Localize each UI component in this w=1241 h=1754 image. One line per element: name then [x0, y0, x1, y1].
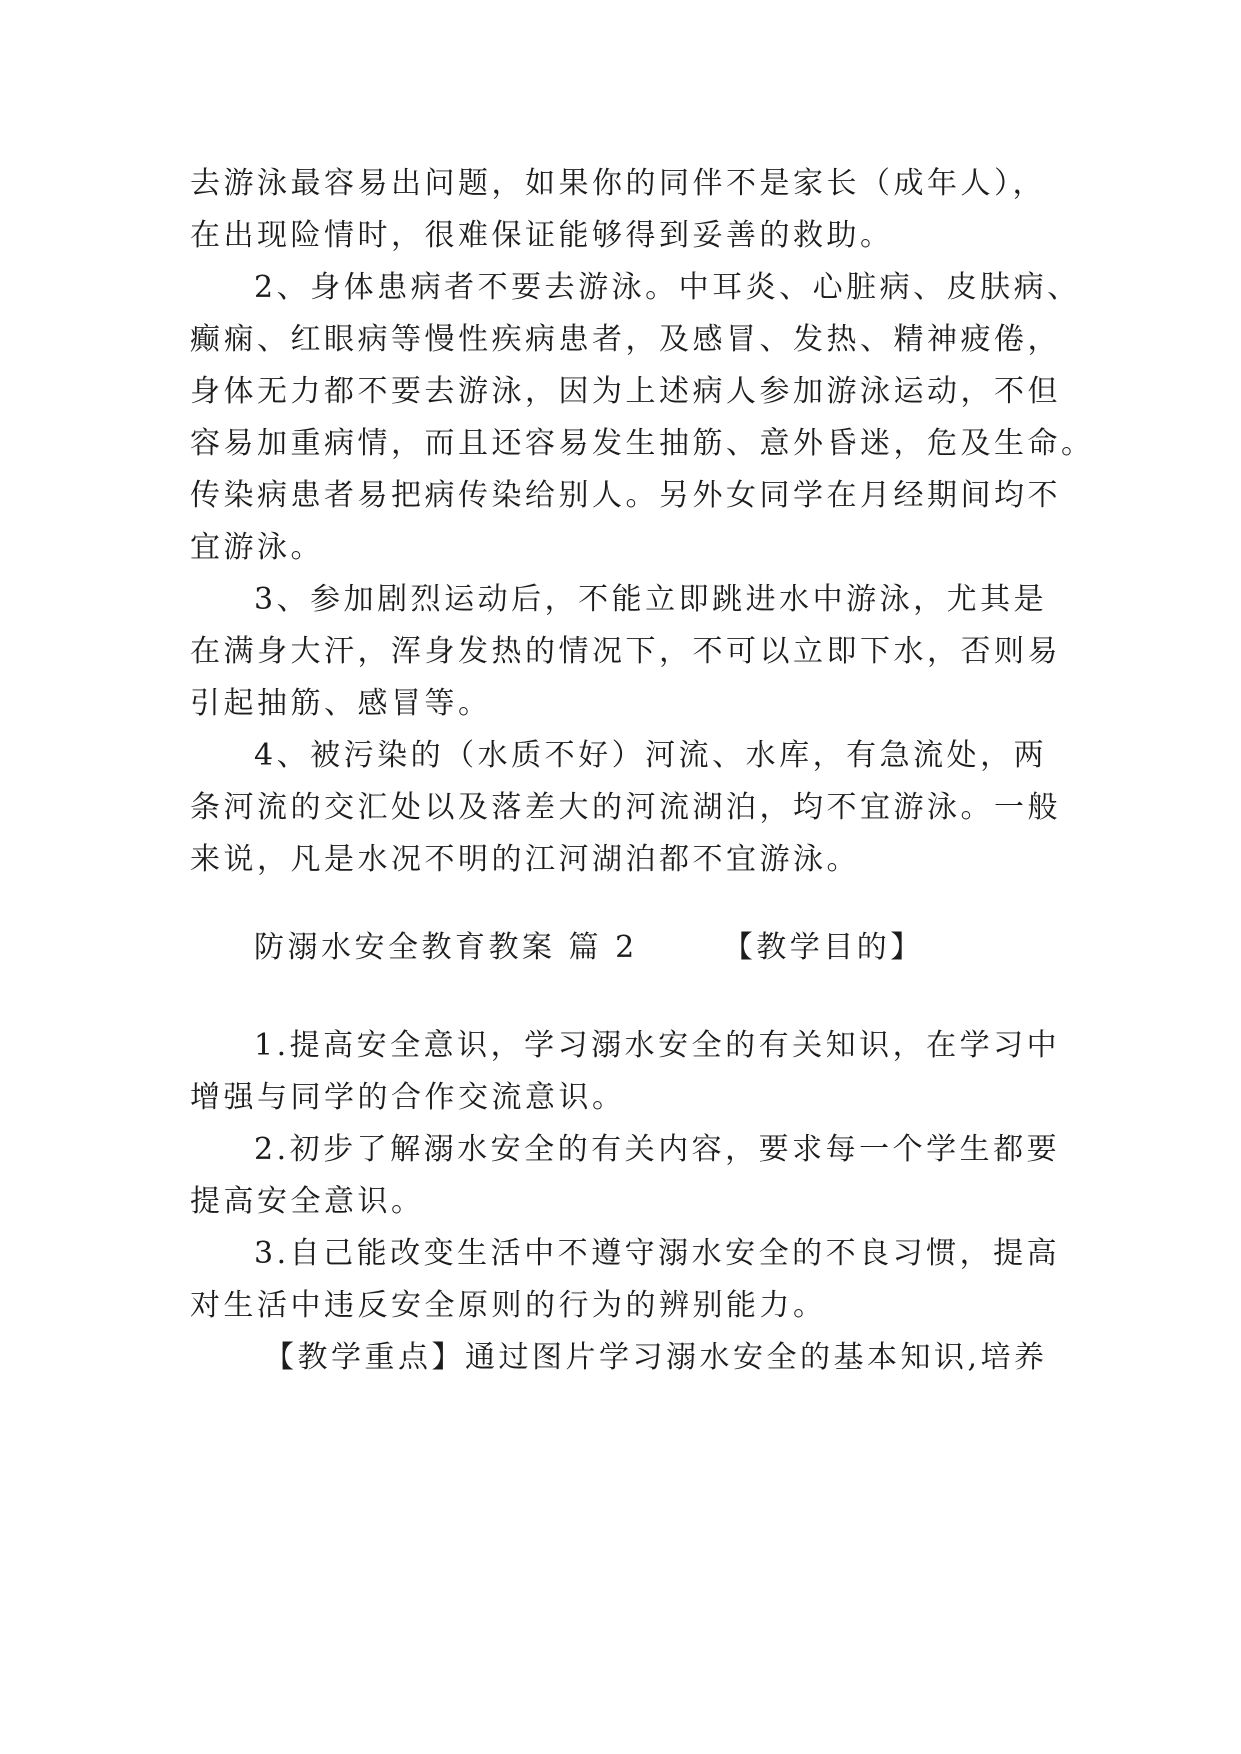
paragraph-item-3: [190, 574, 1090, 730]
spacer: [190, 886, 1090, 922]
text-line: 2、身体患病者不要去游泳。中耳炎、心脏病、皮肤病、: [254, 270, 1081, 305]
text-line: 癫痫、红眼病等慢性疾病患者，及感冒、发热、精神疲倦，: [190, 322, 1061, 357]
document-body: [190, 158, 1095, 1384]
paragraph-item-2: [190, 262, 1095, 574]
paragraph-continuation: [190, 158, 1090, 262]
text-line: 在出现险情时，很难保证能够得到妥善的救助。: [190, 218, 894, 253]
section-title: 防溺水安全教育教案 篇 2: [254, 930, 638, 965]
text-line: 在满身大汗，浑身发热的情况下，不可以立即下水，否则易: [190, 634, 1061, 669]
text-line: 2.初步了解溺水安全的有关内容，要求每一个学生都要: [254, 1132, 1061, 1167]
text-line: 宜游泳。: [190, 530, 324, 565]
objective-item-1: [190, 1020, 1090, 1124]
text-line: 【教学重点】通过图片学习溺水安全的基本知识,培养: [264, 1340, 1048, 1375]
text-line: 3、参加剧烈运动后，不能立即跳进水中游泳，尤其是: [254, 582, 1048, 617]
text-line: 1.提高安全意识，学习溺水安全的有关知识，在学习中: [254, 1028, 1061, 1063]
text-line: 来说，凡是水况不明的江河湖泊都不宜游泳。: [190, 842, 860, 877]
text-line: 传染病患者易把病传染给别人。另外女同学在月经期间均不: [190, 478, 1061, 513]
text-line: 去游泳最容易出问题，如果你的同伴不是家长（成年人），: [190, 166, 1046, 201]
text-line: 增强与同学的合作交流意识。: [190, 1080, 626, 1115]
text-line: 身体无力都不要去游泳，因为上述病人参加游泳运动，不但: [190, 374, 1061, 409]
text-line: 引起抽筋、感冒等。: [190, 686, 492, 721]
text-line: 提高安全意识。: [190, 1184, 425, 1219]
text-line: 4、被污染的（水质不好）河流、水库，有急流处，两: [254, 738, 1048, 773]
objective-item-3: [190, 1228, 1090, 1332]
spacer: [190, 974, 1090, 1020]
key-point-paragraph: [190, 1332, 1090, 1384]
section-heading: [190, 922, 1090, 974]
objective-item-2: [190, 1124, 1090, 1228]
paragraph-item-4: [190, 730, 1090, 886]
text-line: 3.自己能改变生活中不遵守溺水安全的不良习惯，提高: [254, 1236, 1061, 1271]
text-line: 对生活中违反安全原则的行为的辨别能力。: [190, 1288, 827, 1323]
text-line: 条河流的交汇处以及落差大的河流湖泊，均不宜游泳。一般: [190, 790, 1061, 825]
section-subhead: 【教学目的】: [722, 930, 924, 965]
text-line: 容易加重病情，而且还容易发生抽筋、意外昏迷，危及生命。: [190, 426, 1095, 461]
